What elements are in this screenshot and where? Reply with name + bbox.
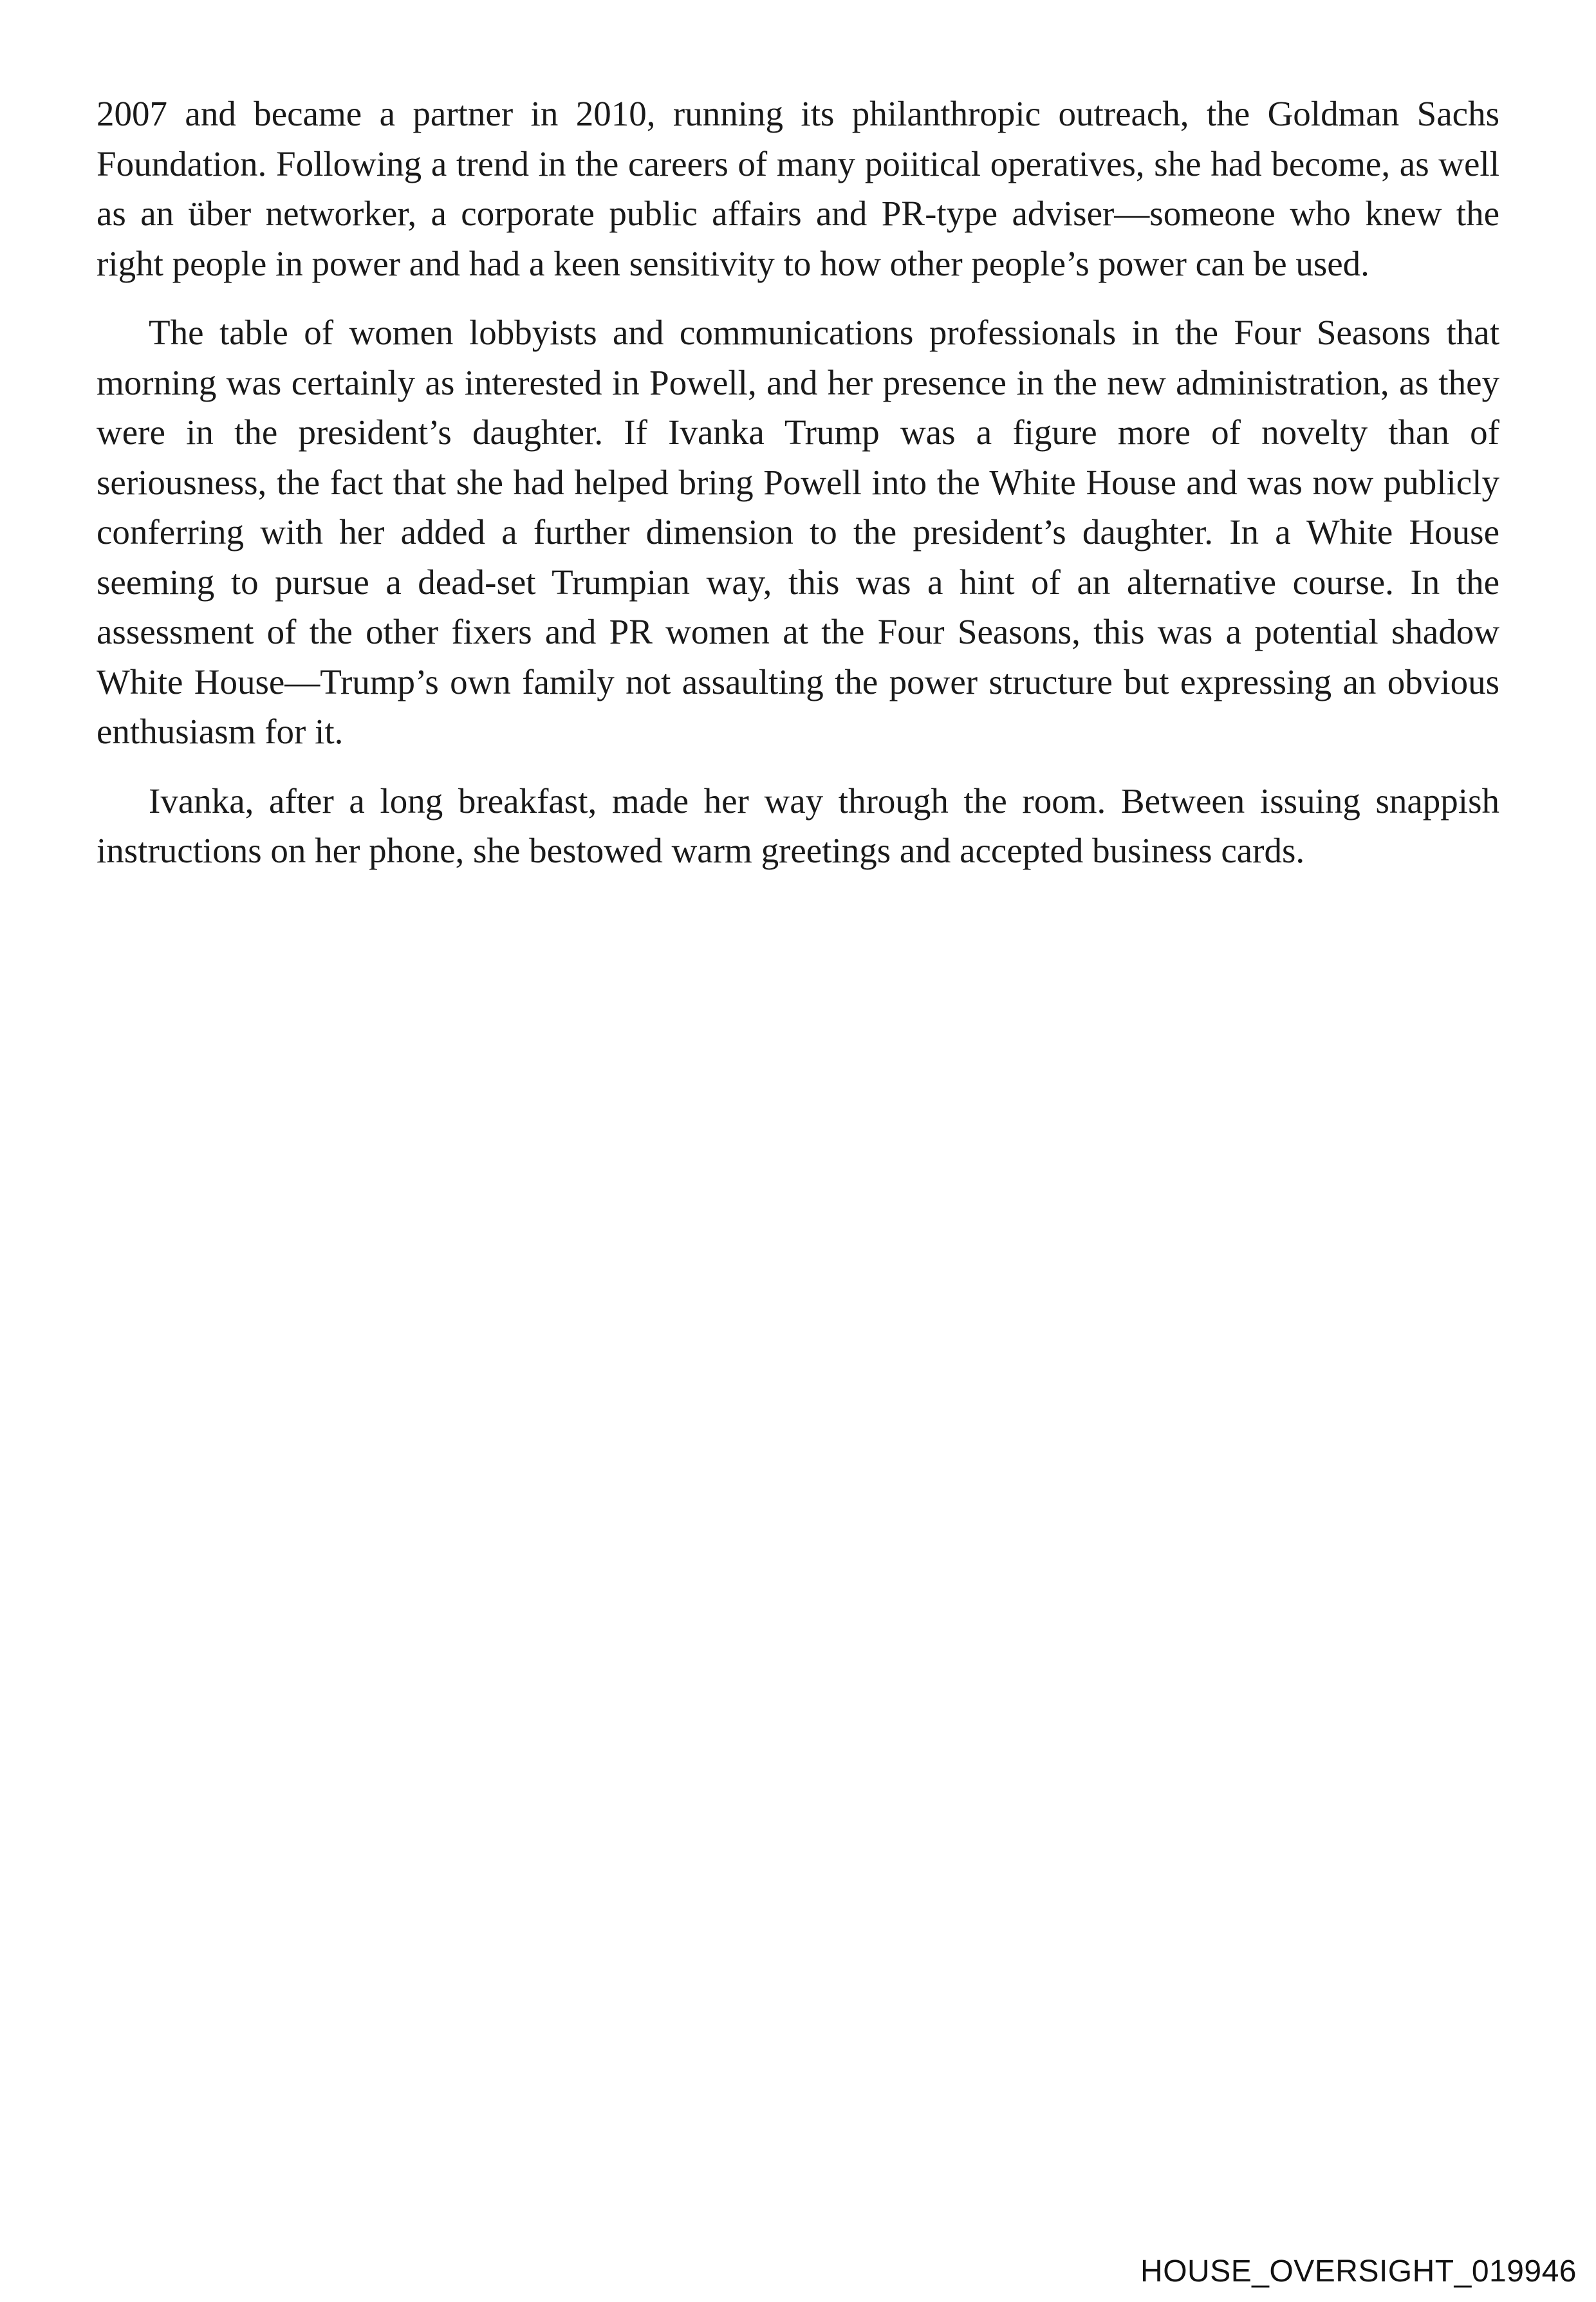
body-text [97,89,1499,895]
paragraph-2: The table of women lobbyists and communications professionals in the Four Seasons that morning was certainly as interested in Powell, and her presence in the new administration, as they were in the president’s daughter. If Ivanka Trump was a figure more of novelty than of seriousness, the fact that she had helped bring Powell into the White House and was now publicly conferring with her added a further dimension to the president’s daughter. In a White House seeming to pursue a dead-set Trumpian way, this was a hint of an alternative course. In the assessment of the other fixers and PR women at the Four Seasons, this was a potential shadow White House—Trump’s own family not assaulting the power structure but expressing an obvious enthusiasm for it. [97,313,1499,751]
paragraph-1: 2007 and became a partner in 2010, running its philanthropic outreach, the Goldman Sachs Foundation. Following a trend in the careers of many poiitical operatives, she had become, as well as an über networker, a corporate public affairs and PR-type adviser—someone who knew the right people in power and had a keen sensitivity to how other people’s power can be used. [97,94,1499,283]
bates-stamp: HOUSE_OVERSIGHT_019946 [1140,2254,1577,2288]
paragraph-3: Ivanka, after a long breakfast, made her way through the room. Between issuing snappish instructions on her phone, she bestowed warm greetings and accepted business cards. [97,781,1499,870]
